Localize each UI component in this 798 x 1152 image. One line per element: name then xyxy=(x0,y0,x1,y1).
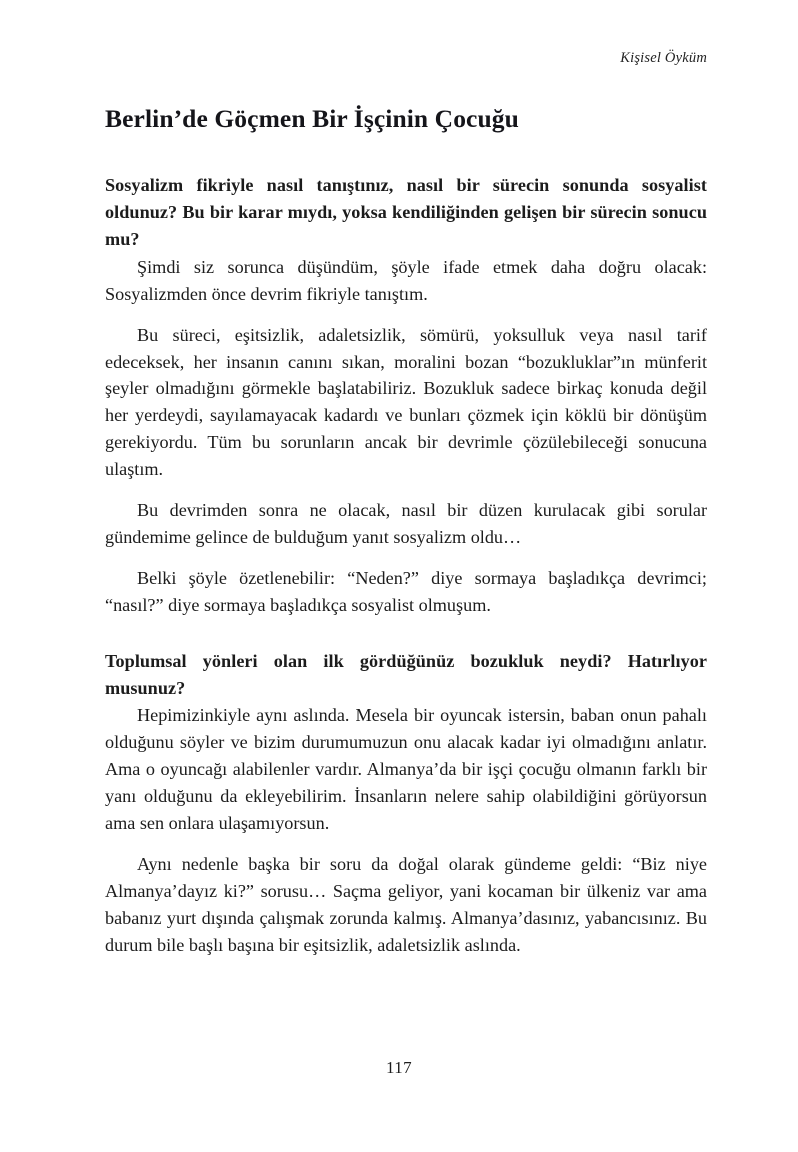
text-column xyxy=(105,104,707,959)
running-head: Kişisel Öyküm xyxy=(620,50,707,66)
interview-answer-2-para-1: Hepimizinkiyle aynı aslında. Mesela bir oyuncak istersin, baban onun pahalı olduğunu söyler ve bizim durumumuzun onu alacak kadar iyi olmadığını anlatır. Ama o oyuncağı alabilenler vardır. Almanya’da bir işçi çocuğu olmanın farklı bir yanı olduğunu da ekleyebilirim. İnsanların nelere sahip olabildiğini görüyorsun ama sen onlara ulaşamıyorsun. xyxy=(105,705,707,834)
page-title: Berlin’de Göçmen Bir İşçinin Çocuğu xyxy=(105,104,519,133)
interview-question-2: Toplumsal yönleri olan ilk gördüğünüz bozukluk neydi? Hatırlıyor musunuz? xyxy=(105,650,707,698)
interview-answer-1-para-2: Bu süreci, eşitsizlik, adaletsizlik, sömürü, yoksulluk veya nasıl tarif edeceksek, her insanın canını sıkan, moralini bozan “bozukluklar”ın münferit şeyler olmadığını görmekle başlatabiliriz. Bozukluk sadece birkaç konuda değil her yerdeydi, sayılamayacak kadardı ve bunları çözmek için köklü bir dönüşüm gerekiyordu. Tüm bu sorunların ancak bir devrimle çözülebileceği sonucuna ulaştım. xyxy=(105,324,707,480)
page-number: 117 xyxy=(385,1058,413,1077)
interview-answer-2-para-2: Aynı nedenle başka bir soru da doğal olarak gündeme geldi: “Biz niye Almanya’dayız ki?” sorusu… Saçma geliyor, yani kocaman bir ülkeniz var ama babanız yurt dışında çalışmak zorunda kalmış. Almanya’dasınız, yabancısınız. Bu durum bile başlı başına bir eşitsizlik, adaletsizlik aslında. xyxy=(105,854,707,955)
interview-answer-1-para-3: Bu devrimden sonra ne olacak, nasıl bir düzen kurulacak gibi sorular gündemime gelince de bulduğum yanıt sosyalizm oldu… xyxy=(105,500,707,547)
interview-answer-1-para-4: Belki şöyle özetlenebilir: “Neden?” diye sormaya başladıkça devrimci; “nasıl?” diye sormaya başladıkça sosyalist olmuşum. xyxy=(105,567,707,615)
interview-question-1: Sosyalizm fikriyle nasıl tanıştınız, nasıl bir sürecin sonunda sosyalist oldunuz? Bu bir karar mıydı, yoksa kendiliğinden gelişen bir sürecin sonucu mu? xyxy=(105,175,707,249)
interview-answer-1-para-1: Şimdi siz sorunca düşündüm, şöyle ifade etmek daha doğru olacak: Sosyalizmden önce devrim fikriyle tanıştım. xyxy=(105,256,707,304)
